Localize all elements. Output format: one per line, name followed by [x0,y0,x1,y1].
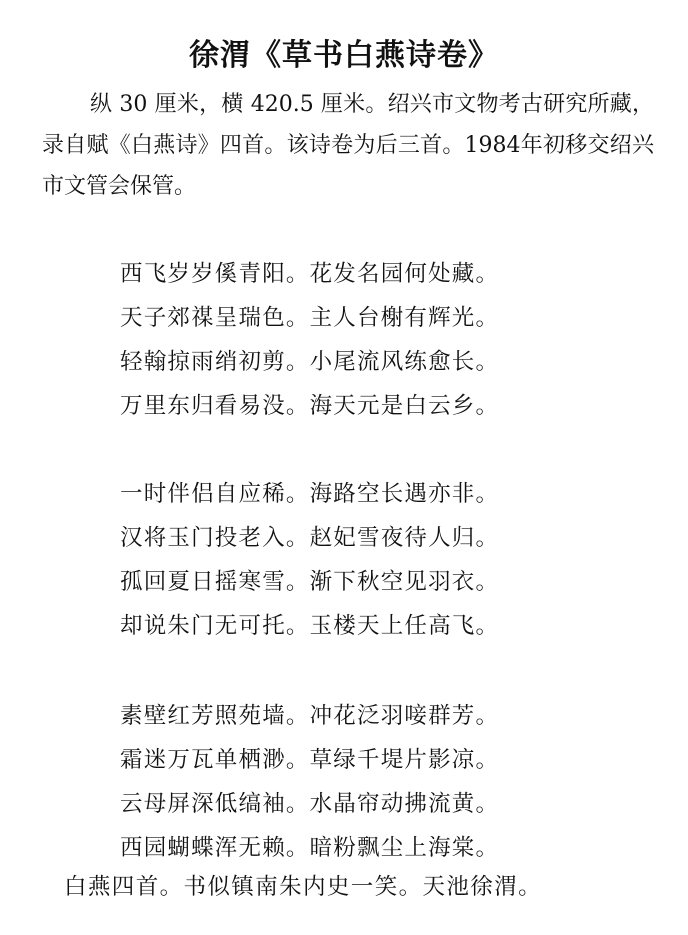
poem-line: 汉将玉门投老入。赵妃雪夜待人归。 [120,525,500,551]
intro-paragraph: 纵 30 厘米，横 420.5 厘米。绍兴市文物考古研究所藏，录自赋《白燕诗》四首。该诗卷为后三首。1984年初移交绍兴市文管会保管。 [42,92,654,199]
poem-line: 万里东归看易没。海天元是白云乡。 [120,393,500,419]
poem-line: 素壁红芳照苑墙。冲花泛羽唼群芳。 [120,703,500,729]
poem-line: 一时伴侣自应稀。海路空长遇亦非。 [120,481,500,507]
poem-line: 云母屏深低缟袖。水晶帘动拂流黄。 [120,791,500,817]
poem-line: 西飞岁岁傒青阳。花发名园何处藏。 [120,261,500,287]
poem-line: 孤回夏日摇寒雪。渐下秋空见羽衣。 [120,569,500,595]
poem-line: 轻翰掠雨绡初剪。小尾流风练愈长。 [120,349,500,375]
poem-line: 西园蝴蝶浑无赖。暗粉飘尘上海棠。 [120,835,500,861]
poem-line: 霜迷万瓦单栖渺。草绿千堤片影凉。 [120,747,500,773]
poem-line: 却说朱门无可托。玉楼天上任高飞。 [120,613,500,639]
poem-line: 天子郊禖呈瑞色。主人台榭有辉光。 [120,305,500,331]
colophon: 白燕四首。书似镇南朱内史一笑。天池徐渭。 [64,874,543,900]
document-title: 徐渭《草书白燕诗卷》 [189,38,499,73]
